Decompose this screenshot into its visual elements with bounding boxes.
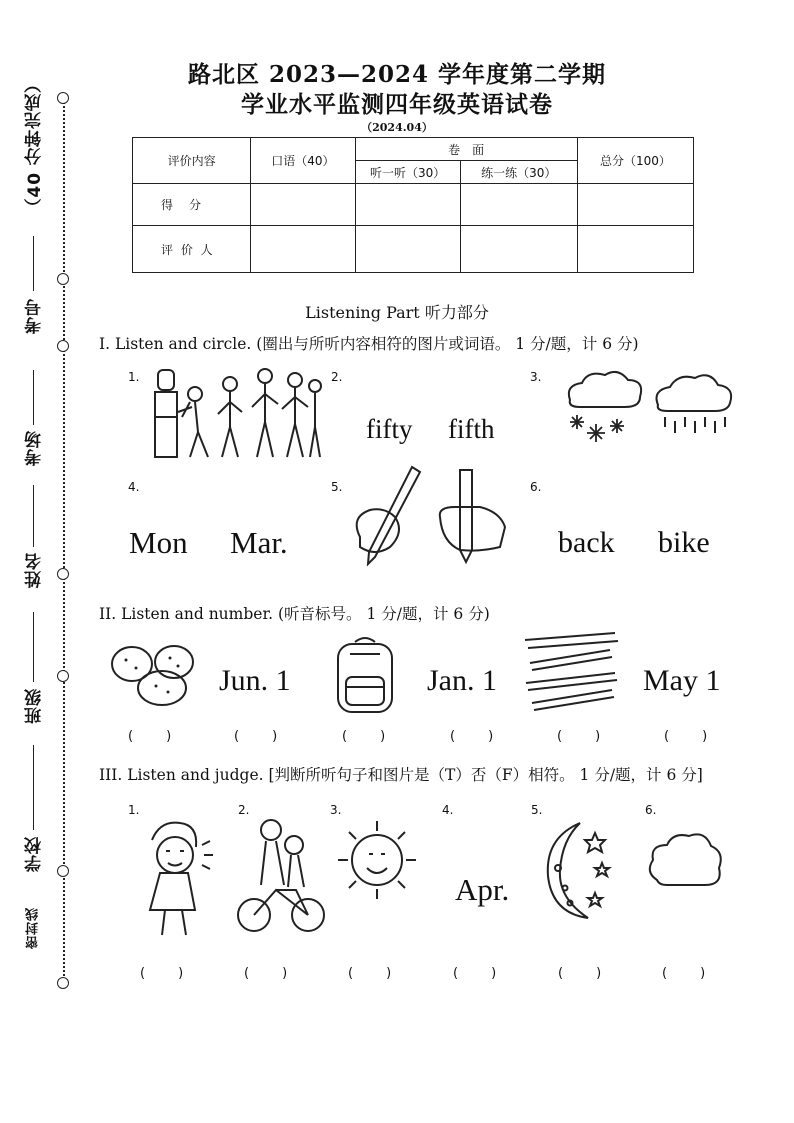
answer-blank[interactable]: ( ): [234, 729, 288, 744]
answer-blank[interactable]: ( ): [348, 966, 402, 981]
exam-title-line2: 学业水平监测四年级英语试卷: [241, 91, 553, 118]
seal-hole: [57, 340, 69, 352]
item-number: 1.: [128, 370, 140, 384]
pencils-icon: [520, 628, 625, 718]
cloud-icon: [645, 830, 725, 895]
word-option[interactable]: Mon: [129, 525, 188, 560]
score-table: [132, 137, 694, 273]
seal-hole: [57, 273, 69, 285]
seal-dotted-line: [63, 95, 65, 983]
part2-title: II. Listen and number. (听音标号。 1 分/题，计 6 分): [99, 605, 490, 623]
date-option: May 1: [643, 664, 721, 697]
score-cell[interactable]: [251, 184, 355, 226]
item-number: 3.: [530, 370, 542, 384]
word-option[interactable]: fifty: [366, 414, 413, 444]
seal-hole: [57, 670, 69, 682]
word-option[interactable]: Mar.: [230, 525, 288, 560]
answer-blank[interactable]: ( ): [140, 966, 194, 981]
field-school: 学校: [25, 836, 45, 872]
answer-blank[interactable]: ( ): [342, 729, 396, 744]
bicycle-riders-icon: [236, 815, 326, 940]
exam-title-line1: 路北区 2023—2024 学年度第二学期: [187, 61, 607, 88]
item-number: 5.: [331, 480, 343, 494]
seal-hole: [57, 568, 69, 580]
grader-cell[interactable]: [251, 226, 355, 273]
item-number: 3.: [330, 803, 342, 817]
grader-cell[interactable]: [355, 226, 460, 273]
answer-blank[interactable]: ( ): [664, 729, 718, 744]
field-class: 班级: [25, 688, 45, 724]
answer-blank[interactable]: ( ): [558, 966, 612, 981]
seal-hole: [57, 865, 69, 877]
grader-cell[interactable]: [460, 226, 577, 273]
field-exam-number: 考号: [25, 298, 45, 334]
item-number: 4.: [442, 803, 454, 817]
answer-blank[interactable]: ( ): [450, 729, 504, 744]
listening-heading: Listening Part 听力部分: [305, 303, 489, 322]
answer-blank[interactable]: ( ): [453, 966, 507, 981]
field-exam-room: 考场: [25, 430, 45, 466]
answer-blank[interactable]: ( ): [662, 966, 716, 981]
item-number: 4.: [128, 480, 140, 494]
part1-title: I. Listen and circle. (圈出与所听内容相符的图片或词语。 1 分/题，计 6 分): [99, 335, 639, 353]
field-line: [33, 370, 34, 425]
answer-blank[interactable]: ( ): [557, 729, 611, 744]
col-eval: 评价内容: [133, 138, 251, 184]
seal-hole: [57, 977, 69, 989]
field-name: 姓名: [25, 552, 45, 588]
field-line: [33, 236, 34, 291]
col-practice: 练一练（30）: [460, 161, 577, 184]
word-option[interactable]: fifth: [448, 414, 495, 444]
col-paper: 卷 面: [355, 138, 577, 161]
date-option: Jun. 1: [219, 664, 291, 697]
cold-girl-icon: [130, 815, 220, 940]
row-score: 得 分: [133, 184, 251, 226]
field-line: [33, 745, 34, 830]
col-oral: 口语（40）: [251, 138, 355, 184]
item-number: 2.: [238, 803, 250, 817]
item-number: 6.: [645, 803, 657, 817]
grader-cell[interactable]: [577, 226, 693, 273]
field-line: [33, 485, 34, 547]
answer-blank[interactable]: ( ): [244, 966, 298, 981]
month-word: Apr.: [455, 872, 510, 907]
row-grader: 评 价 人: [133, 226, 251, 273]
date-option: Jan. 1: [427, 664, 497, 697]
word-option[interactable]: bike: [658, 526, 710, 559]
item-number: 1.: [128, 803, 140, 817]
col-listen: 听一听（30）: [355, 161, 460, 184]
part3-title: III. Listen and judge. [判断所听句子和图片是（T）否（F）相符。 1 分/题，计 6 分]: [99, 766, 703, 784]
moon-stars-icon: [540, 818, 620, 923]
sun-icon: [335, 818, 420, 903]
score-cell[interactable]: [577, 184, 693, 226]
potatoes-icon: [108, 640, 204, 708]
seal-line-label: 密封线: [26, 907, 41, 949]
item-number: 6.: [530, 480, 542, 494]
word-option[interactable]: back: [558, 526, 615, 559]
backpack-icon: [330, 632, 400, 717]
exam-date: （2024.04）: [361, 121, 433, 134]
time-note: （40 分钟完成）: [25, 75, 45, 216]
item-number: 2.: [331, 370, 343, 384]
score-cell[interactable]: [460, 184, 577, 226]
col-total: 总分（100）: [577, 138, 693, 184]
item-number: 5.: [531, 803, 543, 817]
answer-blank[interactable]: ( ): [128, 729, 182, 744]
snow-rain-clouds-icon: [560, 365, 735, 450]
people-queue-icon: [150, 362, 325, 462]
score-cell[interactable]: [355, 184, 460, 226]
field-line: [33, 612, 34, 682]
hands-pencils-icon: [350, 462, 515, 572]
